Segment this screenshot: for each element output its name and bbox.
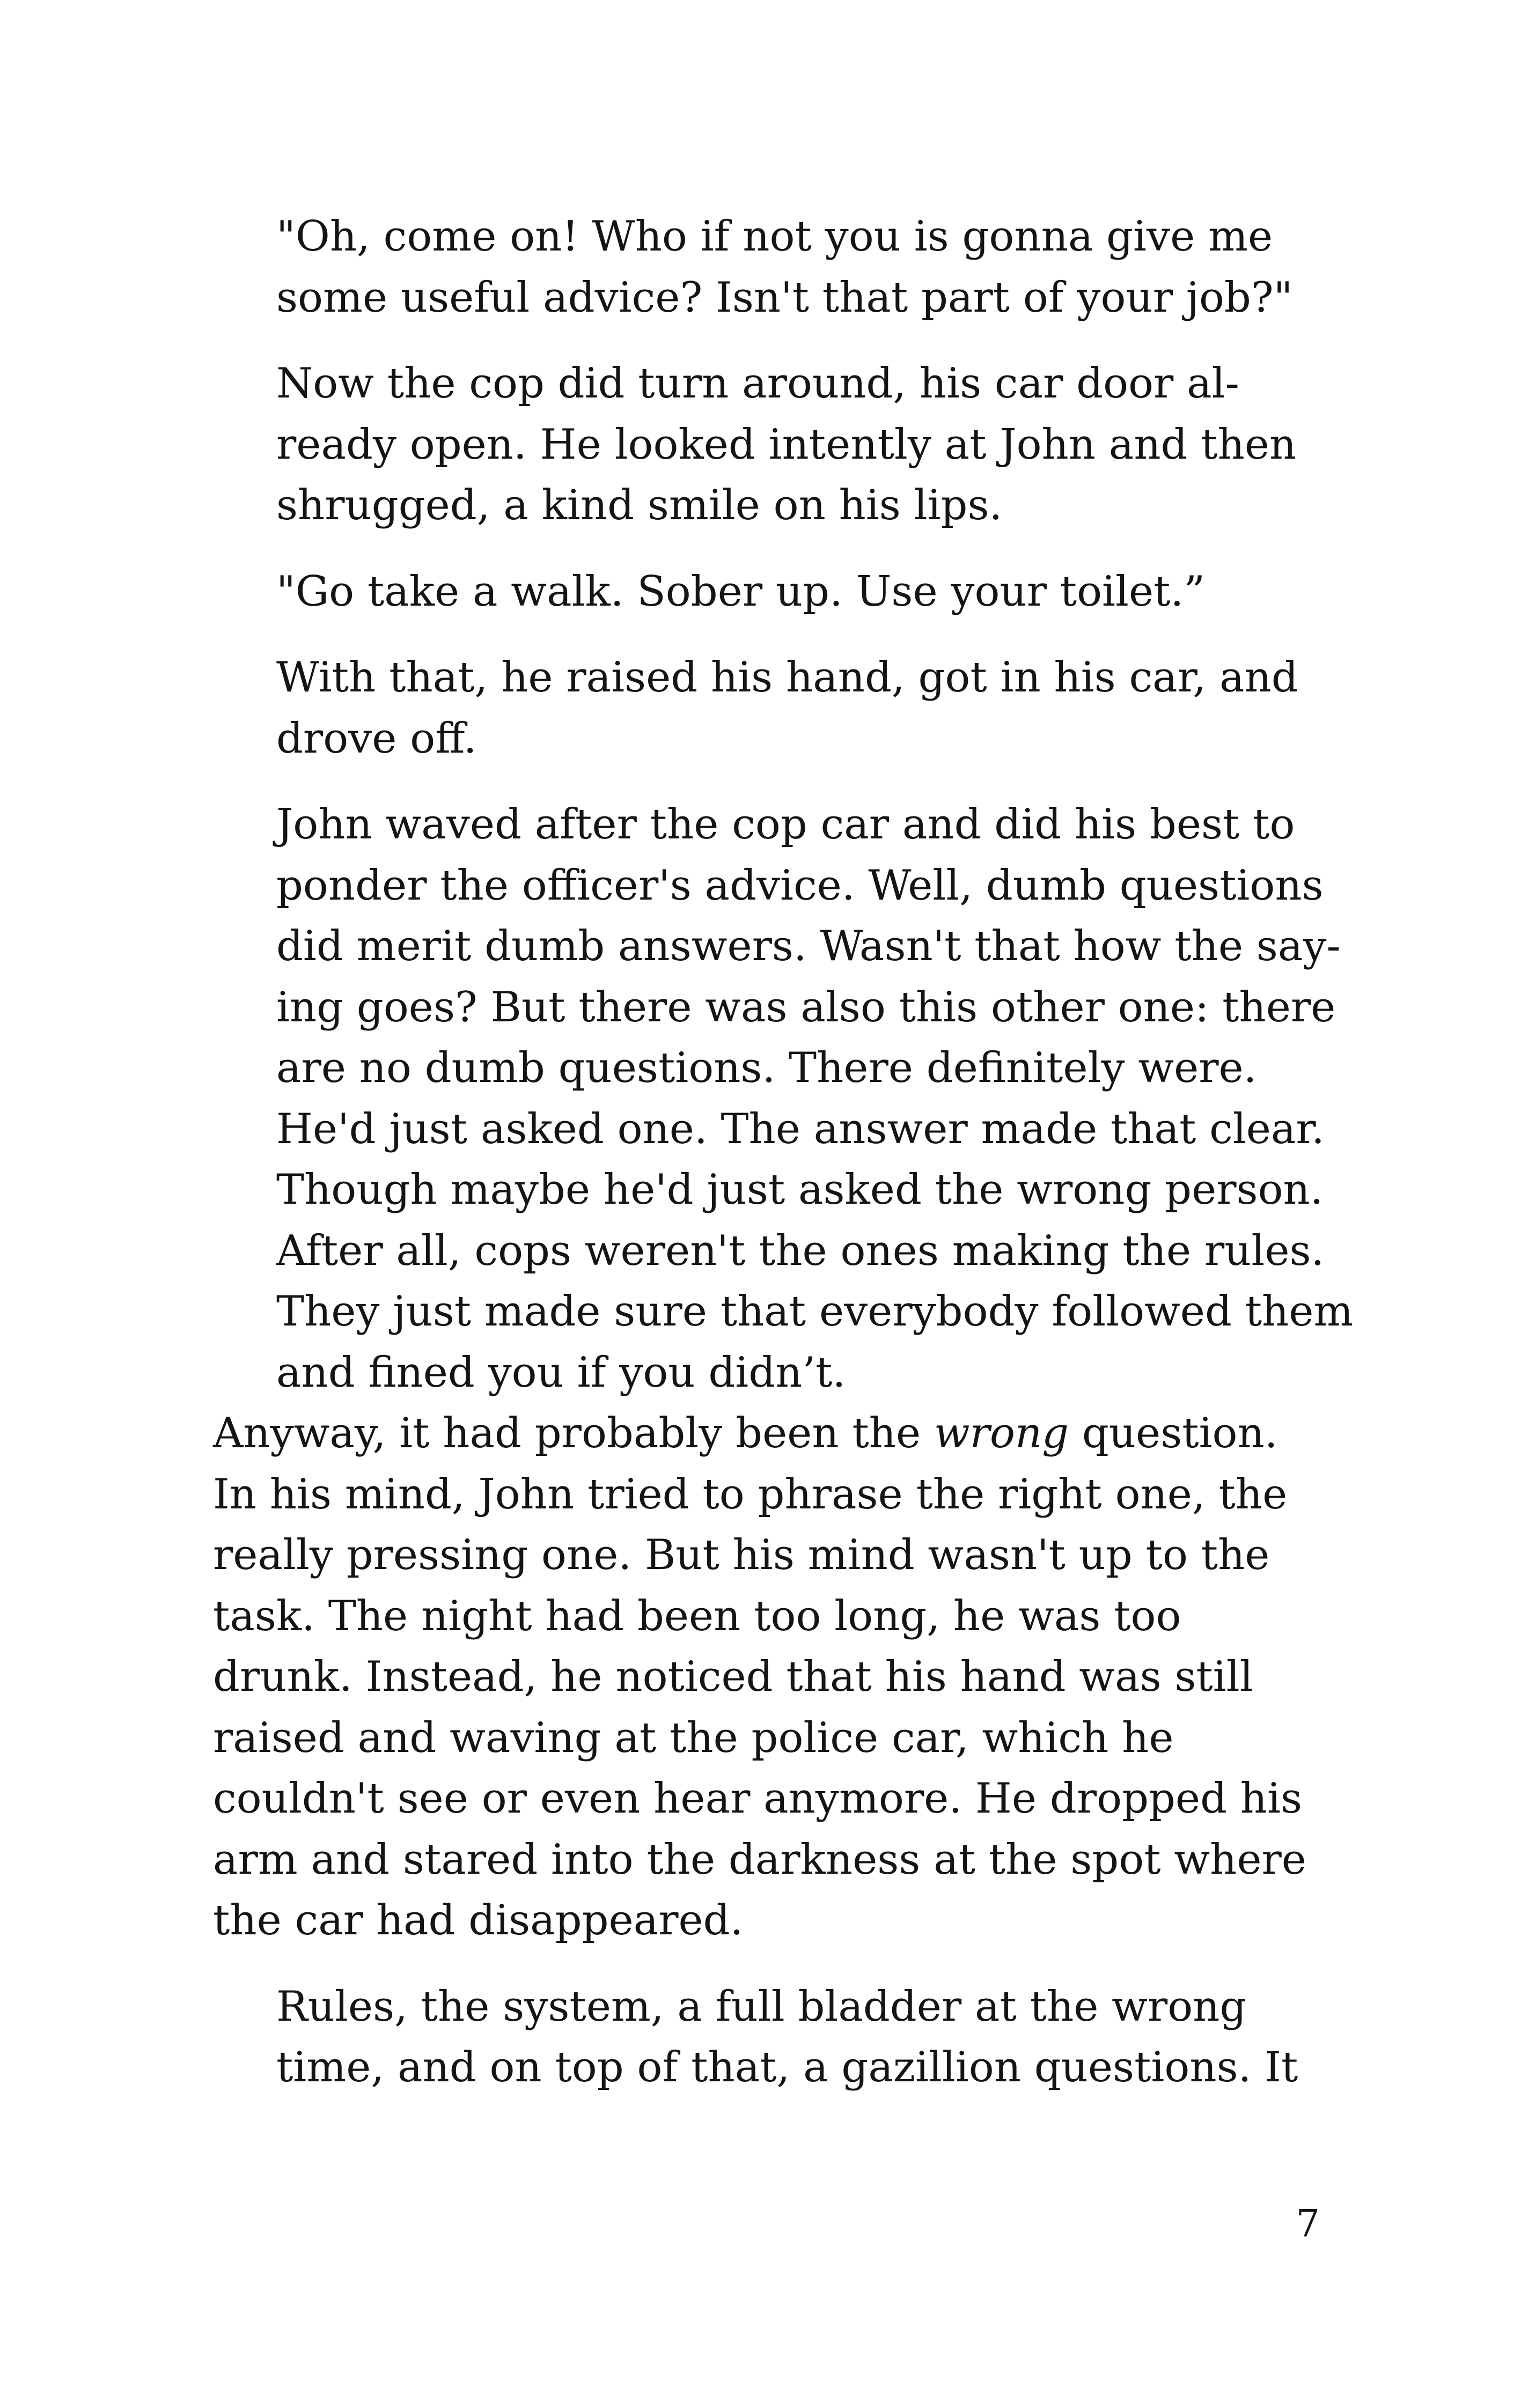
text-line: some useful advice? Isn't that part of your job?" (276, 273, 1293, 322)
text-line: shrugged, a kind smile on his lips. (276, 481, 1003, 529)
text-line: Though maybe he'd just asked the wrong person. (276, 1166, 1324, 1214)
text-line: He'd just asked one. The answer made that clear. (276, 1104, 1325, 1153)
text-line: couldn't see or even hear anymore. He dropped his (213, 1774, 1303, 1823)
text-line: did merit dumb answers. Wasn't that how the say- (276, 922, 1341, 970)
text-line: "Go take a walk. Sober up. Use your toilet.” (276, 567, 1206, 616)
emphasized-word: wrong (934, 1409, 1069, 1457)
text-line: ing goes? But there was also this other one: there (276, 983, 1336, 1032)
text-line: Rules, the system, a full bladder at the wrong (276, 1982, 1247, 2031)
text-line: time, and on top of that, a gazillion questions. It (276, 2043, 1298, 2092)
paragraph-7 (213, 1977, 1329, 2098)
paragraph-4 (213, 647, 1329, 769)
text-line: task. The night had been too long, he was too (213, 1592, 1181, 1640)
paragraph-6 (213, 1403, 1329, 1952)
text-line: and fined you if you didn’t. (276, 1348, 846, 1397)
text-line: After all, cops weren't the ones making the rules. (276, 1226, 1325, 1275)
paragraph-2 (213, 354, 1329, 536)
text-line: In his mind, John tried to phrase the right one, the (213, 1470, 1288, 1519)
text-line: drove off. (276, 714, 477, 763)
text-line: With that, he raised his hand, got in his car, and (276, 653, 1298, 702)
paragraph-3 (213, 562, 1329, 623)
text-segment: question. (1069, 1409, 1278, 1457)
text-line: drunk. Instead, he noticed that his hand was still (213, 1653, 1253, 1701)
text-segment: Anyway, it had probably been the (213, 1409, 934, 1457)
body-text (213, 207, 1354, 2124)
text-line: ready open. He looked intently at John and then (276, 420, 1297, 469)
text-line: ponder the officer's advice. Well, dumb questions (276, 861, 1324, 910)
text-line: raised and waving at the police car, which he (213, 1713, 1174, 1762)
text-line: really pressing one. But his mind wasn't up to the (213, 1531, 1270, 1579)
text-line: are no dumb questions. There definitely were. (276, 1044, 1257, 1092)
paragraph-1 (213, 207, 1329, 328)
text-line: They just made sure that everybody followed them (276, 1287, 1354, 1336)
text-line: "Oh, come on! Who if not you is gonna give me (276, 212, 1273, 261)
text-line: the car had disappeared. (213, 1896, 744, 1945)
page-number: 7 (1296, 2201, 1320, 2245)
text-line: John waved after the cop car and did his best to (276, 800, 1295, 849)
text-line: Now the cop did turn around, his car door al- (276, 359, 1239, 408)
paragraph-5 (213, 794, 1354, 1403)
text-line (213, 1403, 1329, 1464)
text-line: arm and stared into the darkness at the spot where (213, 1835, 1306, 1884)
